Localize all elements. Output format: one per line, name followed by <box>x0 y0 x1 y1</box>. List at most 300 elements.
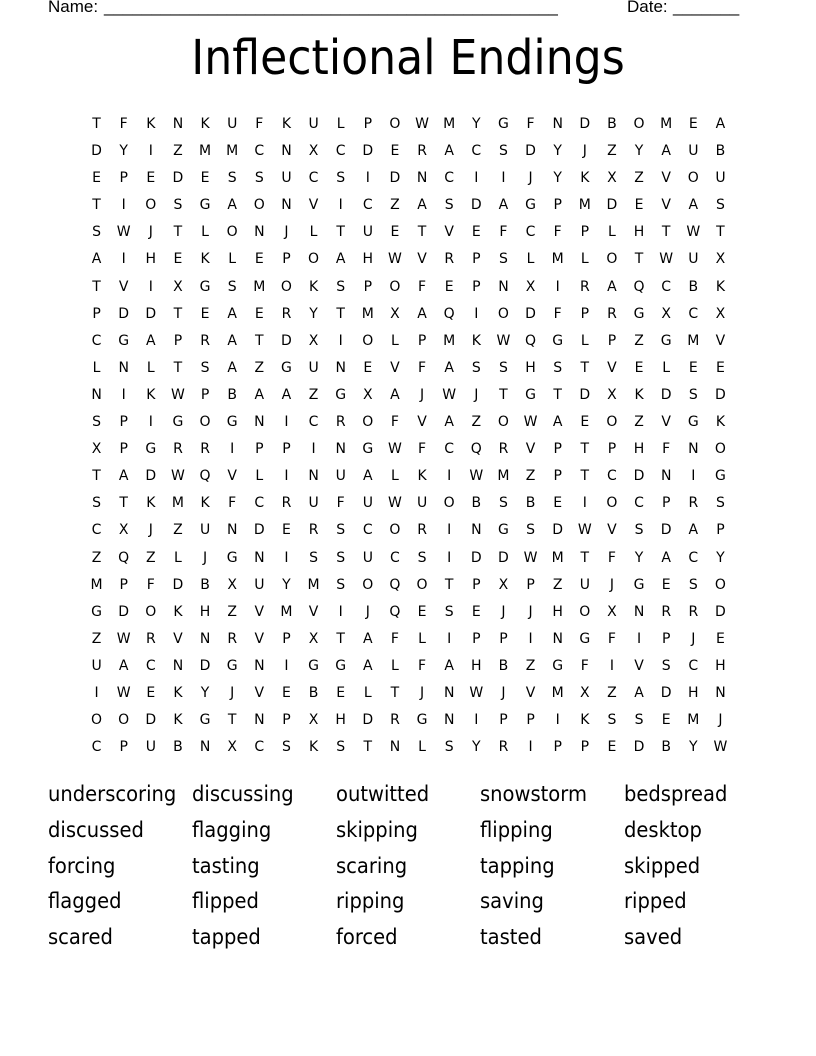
grid-letter[interactable]: I <box>338 197 343 214</box>
grid-letter[interactable]: S <box>336 576 346 593</box>
grid-letter[interactable]: J <box>419 684 425 701</box>
grid-letter[interactable]: F <box>607 630 616 647</box>
grid-letter[interactable]: F <box>228 495 237 512</box>
grid-letter[interactable]: G <box>281 359 292 376</box>
grid-letter[interactable]: N <box>335 441 346 458</box>
grid-letter[interactable]: D <box>552 522 564 539</box>
grid-letter[interactable]: M <box>687 712 700 729</box>
grid-letter[interactable]: J <box>148 224 153 241</box>
grid-letter[interactable]: E <box>254 305 264 322</box>
grid-letter[interactable]: I <box>121 197 126 214</box>
grid-letter[interactable]: D <box>606 197 618 214</box>
grid-letter[interactable]: V <box>607 522 617 539</box>
grid-letter[interactable]: Y <box>472 739 481 756</box>
grid-letter[interactable]: G <box>199 278 211 295</box>
grid-letter[interactable]: L <box>418 630 426 647</box>
grid-letter[interactable]: X <box>227 576 237 593</box>
grid-letter[interactable]: R <box>308 522 319 539</box>
grid-letter[interactable]: K <box>200 495 210 512</box>
grid-letter[interactable]: D <box>281 332 292 349</box>
grid-letter[interactable]: O <box>443 495 455 512</box>
grid-letter[interactable]: N <box>335 359 346 376</box>
grid-letter[interactable]: N <box>199 739 211 756</box>
grid-letter[interactable]: Y <box>119 143 128 160</box>
grid-letter[interactable]: I <box>230 441 235 458</box>
grid-letter[interactable]: H <box>633 224 645 241</box>
grid-letter[interactable]: J <box>474 386 479 403</box>
grid-letter[interactable]: O <box>497 305 509 322</box>
grid-letter[interactable]: M <box>253 278 266 295</box>
grid-letter[interactable]: T <box>92 278 101 295</box>
grid-letter[interactable]: X <box>525 278 536 295</box>
grid-letter[interactable]: A <box>634 684 644 701</box>
grid-letter[interactable]: G <box>308 657 319 674</box>
grid-letter[interactable]: J <box>148 522 153 539</box>
grid-letter[interactable]: J <box>419 386 425 403</box>
grid-letter[interactable]: Q <box>470 441 482 458</box>
grid-letter[interactable]: Y <box>716 549 725 566</box>
grid-letter[interactable]: O <box>145 197 157 214</box>
grid-letter[interactable]: B <box>227 386 237 403</box>
grid-letter[interactable]: E <box>254 251 264 268</box>
grid-letter[interactable]: Z <box>227 603 237 620</box>
grid-letter[interactable]: G <box>118 332 130 349</box>
grid-letter[interactable]: N <box>199 630 211 647</box>
grid-letter[interactable]: K <box>715 278 726 295</box>
grid-letter[interactable]: D <box>715 603 726 620</box>
grid-letter[interactable]: X <box>607 603 617 620</box>
grid-letter[interactable]: T <box>119 495 128 512</box>
grid-letter[interactable]: B <box>173 739 183 756</box>
grid-letter[interactable]: D <box>470 549 482 566</box>
grid-letter[interactable]: N <box>254 549 265 566</box>
grid-letter[interactable]: S <box>92 224 101 241</box>
grid-letter[interactable]: M <box>551 549 564 566</box>
grid-letter[interactable]: E <box>282 522 291 539</box>
grid-letter[interactable]: R <box>200 332 210 349</box>
grid-letter[interactable]: G <box>552 332 564 349</box>
grid-letter[interactable]: P <box>716 522 725 539</box>
grid-letter[interactable]: W <box>442 386 457 403</box>
grid-letter[interactable]: T <box>336 305 345 322</box>
grid-letter[interactable]: V <box>661 170 671 187</box>
grid-letter[interactable]: V <box>444 224 454 241</box>
grid-letter[interactable]: X <box>607 386 617 403</box>
grid-letter[interactable]: N <box>118 359 129 376</box>
grid-letter[interactable]: O <box>389 116 401 132</box>
grid-letter[interactable]: S <box>634 712 644 729</box>
grid-letter[interactable]: X <box>308 143 319 160</box>
grid-letter[interactable]: Y <box>634 143 644 160</box>
grid-letter[interactable]: Y <box>634 549 644 566</box>
grid-letter[interactable]: K <box>308 278 319 295</box>
grid-letter[interactable]: R <box>281 305 292 322</box>
grid-letter[interactable]: M <box>687 332 700 349</box>
grid-letter[interactable]: D <box>118 305 130 322</box>
grid-letter[interactable]: G <box>362 441 374 458</box>
grid-letter[interactable]: Y <box>553 170 562 187</box>
grid-letter[interactable]: G <box>416 712 428 729</box>
grid-letter[interactable]: J <box>501 603 506 620</box>
grid-letter[interactable]: F <box>146 576 155 593</box>
grid-letter[interactable]: N <box>443 712 455 729</box>
grid-letter[interactable]: G <box>633 576 645 593</box>
grid-letter[interactable]: F <box>255 116 264 132</box>
grid-letter[interactable]: R <box>227 630 238 647</box>
grid-letter[interactable]: C <box>634 495 644 512</box>
grid-letter[interactable]: L <box>418 739 426 756</box>
grid-letter[interactable]: T <box>553 386 562 403</box>
grid-letter[interactable]: T <box>336 630 345 647</box>
grid-letter[interactable]: P <box>363 116 373 132</box>
grid-letter[interactable]: I <box>284 549 289 566</box>
grid-letter[interactable]: N <box>389 739 401 756</box>
grid-letter[interactable]: V <box>525 441 536 458</box>
grid-letter[interactable]: X <box>308 630 319 647</box>
grid-letter[interactable]: L <box>228 251 237 268</box>
grid-letter[interactable]: S <box>715 197 725 214</box>
grid-letter[interactable]: O <box>362 576 374 593</box>
grid-letter[interactable]: F <box>119 116 128 132</box>
grid-letter[interactable]: G <box>687 414 699 431</box>
grid-letter[interactable]: V <box>417 414 427 431</box>
grid-letter[interactable]: M <box>361 305 374 322</box>
grid-letter[interactable]: N <box>660 468 672 485</box>
grid-letter[interactable]: E <box>390 224 400 241</box>
grid-letter[interactable]: S <box>336 170 346 187</box>
grid-letter[interactable]: H <box>335 712 346 729</box>
grid-letter[interactable]: L <box>391 332 399 349</box>
grid-letter[interactable]: L <box>391 657 399 674</box>
grid-letter[interactable]: E <box>363 359 373 376</box>
grid-letter[interactable]: P <box>499 630 508 647</box>
grid-letter[interactable]: M <box>226 143 239 160</box>
grid-letter[interactable]: B <box>525 495 536 512</box>
grid-letter[interactable]: L <box>92 359 101 376</box>
grid-letter[interactable]: F <box>662 441 671 458</box>
grid-letter[interactable]: A <box>444 359 454 376</box>
grid-letter[interactable]: U <box>308 359 319 376</box>
grid-letter[interactable]: P <box>363 278 373 295</box>
grid-letter[interactable]: H <box>525 359 536 376</box>
grid-letter[interactable]: X <box>498 576 509 593</box>
grid-letter[interactable]: E <box>444 278 454 295</box>
grid-letter[interactable]: R <box>661 603 672 620</box>
grid-letter[interactable]: E <box>336 684 346 701</box>
grid-letter[interactable]: C <box>91 739 102 756</box>
grid-letter[interactable]: A <box>363 630 373 647</box>
grid-letter[interactable]: W <box>116 630 131 647</box>
grid-letter[interactable]: P <box>607 332 617 349</box>
grid-letter[interactable]: U <box>199 522 211 539</box>
grid-letter[interactable]: K <box>146 386 156 403</box>
grid-letter[interactable]: T <box>92 468 101 485</box>
grid-letter[interactable]: A <box>498 197 509 214</box>
grid-letter[interactable]: N <box>91 386 102 403</box>
grid-letter[interactable]: X <box>580 684 590 701</box>
grid-letter[interactable]: N <box>498 278 509 295</box>
grid-letter[interactable]: D <box>172 170 184 187</box>
grid-letter[interactable]: N <box>172 116 184 132</box>
grid-letter[interactable]: E <box>553 495 563 512</box>
grid-letter[interactable]: S <box>444 197 454 214</box>
grid-letter[interactable]: P <box>173 332 183 349</box>
grid-letter[interactable]: L <box>580 251 589 268</box>
grid-letter[interactable]: D <box>91 143 102 160</box>
grid-letter[interactable]: R <box>607 305 617 322</box>
grid-letter[interactable]: V <box>634 657 644 674</box>
grid-letter[interactable]: M <box>551 684 564 701</box>
grid-letter[interactable]: C <box>607 468 617 485</box>
grid-letter[interactable]: C <box>390 549 400 566</box>
grid-letter[interactable]: U <box>308 116 319 132</box>
grid-letter[interactable]: T <box>580 468 590 485</box>
grid-letter[interactable]: N <box>552 116 563 132</box>
grid-letter[interactable]: G <box>199 197 211 214</box>
grid-letter[interactable]: T <box>390 684 400 701</box>
grid-letter[interactable]: W <box>469 684 484 701</box>
grid-letter[interactable]: V <box>227 468 237 485</box>
grid-letter[interactable]: P <box>580 224 590 241</box>
grid-letter[interactable]: R <box>498 739 509 756</box>
grid-letter[interactable]: Z <box>552 576 563 593</box>
grid-letter[interactable]: P <box>200 386 210 403</box>
grid-letter[interactable]: D <box>118 603 130 620</box>
grid-letter[interactable]: A <box>146 332 156 349</box>
grid-letter[interactable]: O <box>714 441 726 458</box>
grid-letter[interactable]: P <box>472 251 481 268</box>
grid-letter[interactable]: S <box>607 712 617 729</box>
grid-letter[interactable]: W <box>686 224 701 241</box>
grid-letter[interactable]: R <box>200 441 210 458</box>
grid-letter[interactable]: E <box>716 630 725 647</box>
grid-letter[interactable]: D <box>389 170 401 187</box>
grid-letter[interactable]: R <box>579 278 590 295</box>
grid-letter[interactable]: S <box>200 359 210 376</box>
grid-letter[interactable]: P <box>472 278 481 295</box>
grid-letter[interactable]: D <box>145 712 157 729</box>
grid-letter[interactable]: Q <box>389 576 401 593</box>
grid-letter[interactable]: B <box>715 143 726 160</box>
grid-letter[interactable]: P <box>119 441 128 458</box>
grid-letter[interactable]: C <box>254 143 265 160</box>
grid-letter[interactable]: U <box>362 224 373 241</box>
grid-letter[interactable]: F <box>418 657 427 674</box>
grid-letter[interactable]: D <box>660 386 672 403</box>
grid-letter[interactable]: P <box>580 739 590 756</box>
grid-letter[interactable]: V <box>173 630 183 647</box>
grid-letter[interactable]: T <box>417 224 427 241</box>
grid-letter[interactable]: X <box>607 170 617 187</box>
grid-letter[interactable]: L <box>580 332 589 349</box>
grid-letter[interactable]: O <box>497 414 509 431</box>
grid-letter[interactable]: P <box>472 576 481 593</box>
grid-letter[interactable]: A <box>688 197 699 214</box>
grid-letter[interactable]: I <box>94 684 99 701</box>
grid-letter[interactable]: J <box>609 576 614 593</box>
grid-letter[interactable]: P <box>119 576 128 593</box>
grid-letter[interactable]: W <box>388 441 402 458</box>
grid-letter[interactable]: F <box>418 278 427 295</box>
grid-letter[interactable]: F <box>553 224 562 241</box>
grid-letter[interactable]: P <box>282 441 291 458</box>
grid-letter[interactable]: X <box>118 522 129 539</box>
grid-letter[interactable]: N <box>443 684 455 701</box>
grid-letter[interactable]: X <box>661 305 671 322</box>
grid-letter[interactable]: S <box>417 549 427 566</box>
grid-letter[interactable]: Z <box>173 143 183 160</box>
grid-letter[interactable]: M <box>280 603 293 620</box>
grid-letter[interactable]: W <box>659 251 674 268</box>
grid-letter[interactable]: N <box>281 143 292 160</box>
grid-letter[interactable]: K <box>715 414 726 431</box>
grid-letter[interactable]: S <box>336 522 346 539</box>
grid-letter[interactable]: H <box>552 603 563 620</box>
grid-letter[interactable]: R <box>417 522 427 539</box>
grid-letter[interactable]: T <box>173 359 183 376</box>
grid-letter[interactable]: K <box>580 170 590 187</box>
grid-letter[interactable]: B <box>308 684 319 701</box>
grid-letter[interactable]: D <box>525 143 536 160</box>
grid-letter[interactable]: J <box>230 684 235 701</box>
grid-letter[interactable]: A <box>118 657 129 674</box>
grid-letter[interactable]: P <box>553 441 562 458</box>
grid-letter[interactable]: B <box>607 116 617 132</box>
grid-letter[interactable]: S <box>336 549 346 566</box>
grid-letter[interactable]: U <box>281 170 292 187</box>
grid-letter[interactable]: S <box>281 739 291 756</box>
grid-letter[interactable]: H <box>633 441 645 458</box>
grid-letter[interactable]: H <box>715 657 726 674</box>
grid-letter[interactable]: X <box>91 441 102 458</box>
grid-letter[interactable]: I <box>338 332 343 349</box>
grid-letter[interactable]: E <box>607 739 617 756</box>
grid-letter[interactable]: Y <box>200 684 210 701</box>
grid-letter[interactable]: C <box>91 332 102 349</box>
grid-letter[interactable]: J <box>365 603 370 620</box>
grid-letter[interactable]: P <box>499 712 508 729</box>
grid-letter[interactable]: A <box>661 143 671 160</box>
grid-letter[interactable]: O <box>362 332 374 349</box>
grid-letter[interactable]: C <box>444 170 455 187</box>
grid-letter[interactable]: P <box>553 739 562 756</box>
grid-letter[interactable]: Y <box>553 143 562 160</box>
grid-letter[interactable]: S <box>92 414 101 431</box>
grid-letter[interactable]: E <box>661 576 671 593</box>
grid-letter[interactable]: E <box>580 414 590 431</box>
grid-letter[interactable]: D <box>660 522 672 539</box>
grid-letter[interactable]: E <box>634 197 644 214</box>
grid-letter[interactable]: G <box>226 549 238 566</box>
grid-letter[interactable]: T <box>580 441 590 458</box>
grid-letter[interactable]: U <box>91 657 102 674</box>
grid-letter[interactable]: S <box>498 251 508 268</box>
grid-letter[interactable]: V <box>417 251 427 268</box>
grid-letter[interactable]: K <box>173 603 183 620</box>
grid-letter[interactable]: P <box>661 495 671 512</box>
grid-letter[interactable]: L <box>662 359 671 376</box>
grid-letter[interactable]: M <box>660 116 673 132</box>
grid-letter[interactable]: H <box>688 684 699 701</box>
grid-letter[interactable]: T <box>580 359 590 376</box>
grid-letter[interactable]: R <box>417 143 427 160</box>
grid-letter[interactable]: Y <box>309 305 318 322</box>
grid-letter[interactable]: S <box>498 495 508 512</box>
grid-letter[interactable]: H <box>145 251 157 268</box>
grid-letter[interactable]: J <box>582 143 587 160</box>
grid-letter[interactable]: S <box>336 739 346 756</box>
grid-letter[interactable]: C <box>254 495 265 512</box>
grid-letter[interactable]: U <box>254 576 265 593</box>
grid-letter[interactable]: E <box>200 170 210 187</box>
grid-letter[interactable]: T <box>716 224 725 241</box>
grid-letter[interactable]: D <box>715 386 726 403</box>
grid-letter[interactable]: K <box>281 116 292 132</box>
grid-letter[interactable]: K <box>200 116 210 132</box>
grid-letter[interactable]: O <box>308 251 320 268</box>
grid-letter[interactable]: S <box>227 278 237 295</box>
grid-letter[interactable]: D <box>145 305 157 322</box>
grid-letter[interactable]: H <box>471 657 482 674</box>
grid-letter[interactable]: T <box>227 712 237 729</box>
grid-letter[interactable]: W <box>523 549 538 566</box>
grid-letter[interactable]: E <box>716 359 725 376</box>
grid-letter[interactable]: Y <box>689 739 698 756</box>
grid-letter[interactable]: V <box>661 414 671 431</box>
grid-letter[interactable]: T <box>499 386 508 403</box>
grid-letter[interactable]: S <box>688 576 698 593</box>
grid-letter[interactable]: J <box>528 170 533 187</box>
grid-letter[interactable]: W <box>116 684 131 701</box>
grid-letter[interactable]: V <box>390 359 400 376</box>
grid-letter[interactable]: T <box>336 224 345 241</box>
grid-letter[interactable]: A <box>363 657 373 674</box>
grid-letter[interactable]: Z <box>254 359 265 376</box>
grid-letter[interactable]: C <box>145 657 156 674</box>
grid-letter[interactable]: J <box>501 684 506 701</box>
grid-letter[interactable]: I <box>609 657 614 674</box>
grid-letter[interactable]: G <box>226 657 238 674</box>
grid-letter[interactable]: I <box>474 712 479 729</box>
grid-letter[interactable]: P <box>607 441 617 458</box>
grid-letter[interactable]: I <box>555 278 560 295</box>
grid-letter[interactable]: Z <box>471 414 482 431</box>
grid-letter[interactable]: P <box>92 305 101 322</box>
grid-letter[interactable]: A <box>118 468 129 485</box>
grid-letter[interactable]: U <box>362 495 373 512</box>
grid-letter[interactable]: K <box>200 251 210 268</box>
grid-letter[interactable]: S <box>173 197 183 214</box>
grid-letter[interactable]: L <box>146 359 155 376</box>
grid-letter[interactable]: I <box>636 630 642 647</box>
grid-letter[interactable]: G <box>525 386 536 403</box>
grid-letter[interactable]: A <box>227 305 237 322</box>
grid-letter[interactable]: I <box>447 522 452 539</box>
grid-letter[interactable]: I <box>555 712 560 729</box>
grid-letter[interactable]: R <box>335 414 346 431</box>
grid-letter[interactable]: D <box>145 468 157 485</box>
grid-letter[interactable]: O <box>606 414 618 431</box>
grid-letter[interactable]: Z <box>634 170 644 187</box>
grid-letter[interactable]: K <box>580 712 590 729</box>
grid-letter[interactable]: E <box>390 143 400 160</box>
grid-letter[interactable]: N <box>688 441 699 458</box>
grid-letter[interactable]: N <box>715 684 726 701</box>
grid-letter[interactable]: C <box>688 305 699 322</box>
grid-letter[interactable]: G <box>579 630 591 647</box>
grid-letter[interactable]: A <box>227 359 237 376</box>
grid-letter[interactable]: J <box>718 712 723 729</box>
